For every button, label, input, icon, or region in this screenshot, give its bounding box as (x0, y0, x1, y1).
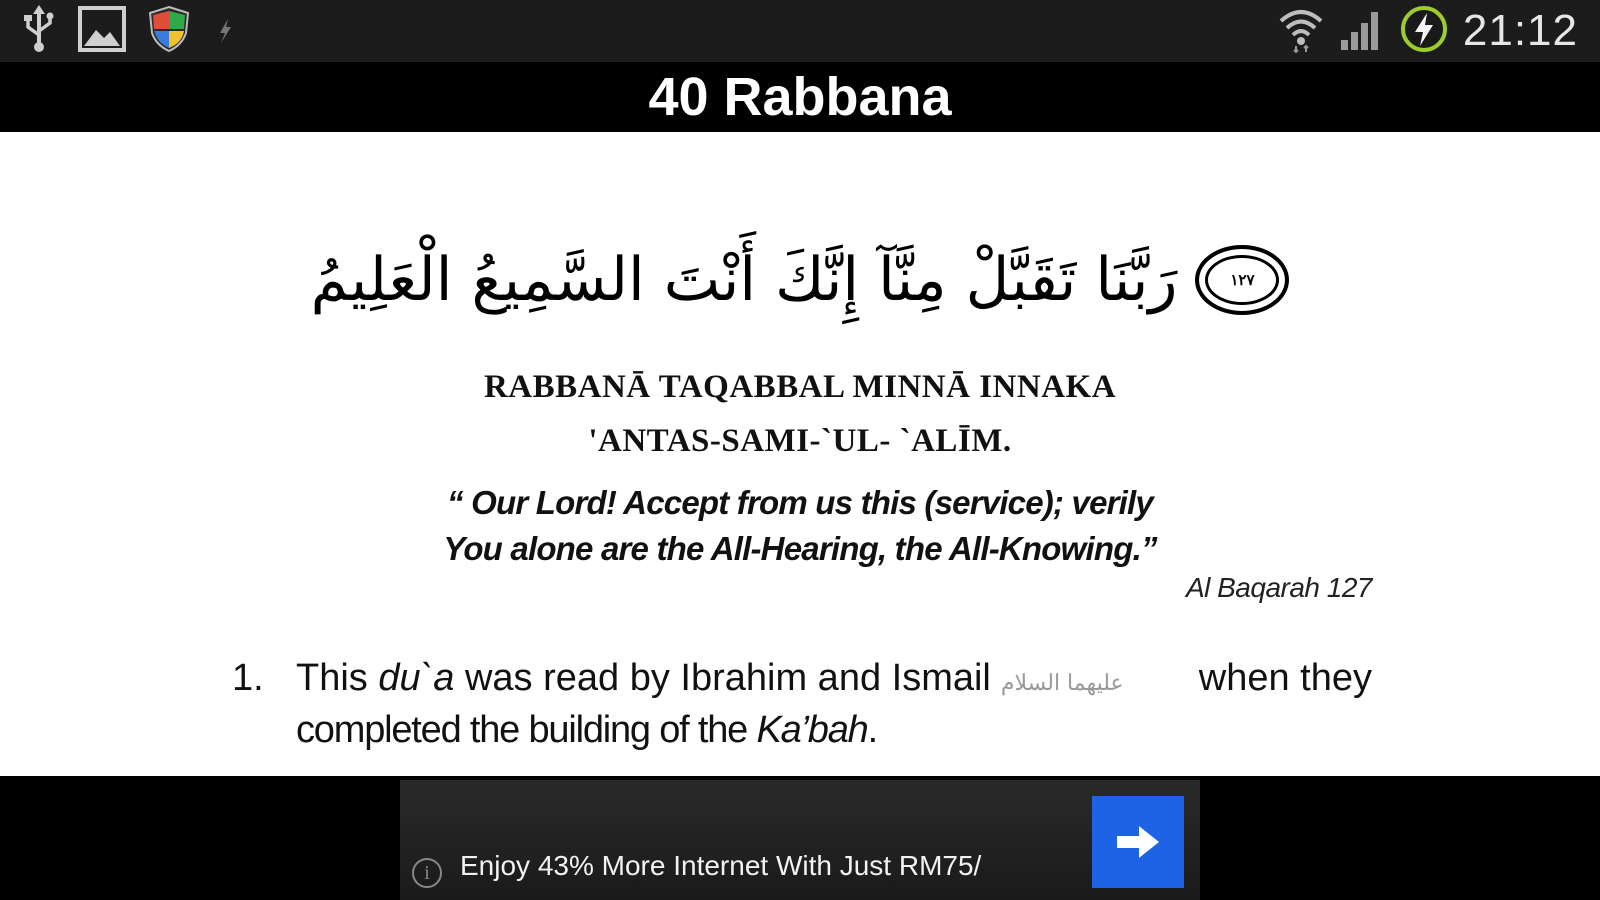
arrow-right-icon (1113, 822, 1163, 862)
ad-cta-button[interactable] (1092, 796, 1184, 888)
wifi-icon (1277, 5, 1325, 57)
transliteration-line: 'ANTAS-SAMI-`UL- `ALĪM. (588, 423, 1012, 459)
translation-line: You alone are the All-Hearing, the All-Knowing.” (443, 530, 1157, 567)
verse-reference: Al Baqarah 127 (1185, 572, 1372, 603)
shield-icon (148, 5, 190, 57)
note-text: when they (1198, 657, 1372, 699)
transliteration-line: RABBANĀ TAQABBAL MINNĀ INNAKA (483, 369, 1117, 405)
note-line (296, 704, 877, 756)
status-bar (0, 0, 1600, 62)
note-text: This (296, 657, 379, 699)
page-title: 40 Rabbana (648, 67, 952, 127)
arabic-text: رَبَّنَا تَقَبَّلْ مِنَّآ إِنَّكَ أَنْتَ السَّمِيعُ الْعَلِيمُ (310, 245, 1178, 315)
translation-line: “ Our Lord! Accept from us this (service); verily (447, 484, 1153, 521)
dua-content (0, 132, 1600, 776)
status-right-icons (1277, 0, 1578, 62)
note-emphasis: du`a (378, 657, 455, 699)
note-line (296, 652, 1372, 710)
usb-icon (22, 5, 56, 57)
note-text-start (296, 652, 1154, 710)
note-text: . (867, 709, 877, 751)
note-text: was read by Ibrahim and Ismail (454, 657, 991, 699)
info-icon[interactable]: i (412, 858, 442, 888)
honorific-glyph: عليهما السلام (1000, 671, 1124, 696)
note-number: 1. (232, 657, 264, 699)
ayah-number: ١٢٧ (1230, 272, 1255, 289)
arabic-verse (0, 220, 1600, 340)
note-emphasis: Ka’bah (756, 709, 868, 751)
flash-icon (212, 9, 236, 53)
ayah-number-marker (1195, 245, 1289, 315)
status-left-icons (22, 6, 236, 56)
transliteration (0, 360, 1600, 468)
battery-charging-icon (1399, 4, 1449, 58)
translation (0, 480, 1600, 572)
gallery-icon (78, 6, 126, 56)
ad-bar (0, 776, 1600, 900)
ad-text[interactable]: Enjoy 43% More Internet With Just RM75/ (460, 850, 982, 881)
clock: 21:12 (1462, 6, 1578, 55)
app-title-bar (0, 62, 1600, 132)
signal-icon (1339, 6, 1385, 56)
ad-banner[interactable] (400, 780, 1200, 900)
note-text: completed the building of the (296, 709, 757, 751)
